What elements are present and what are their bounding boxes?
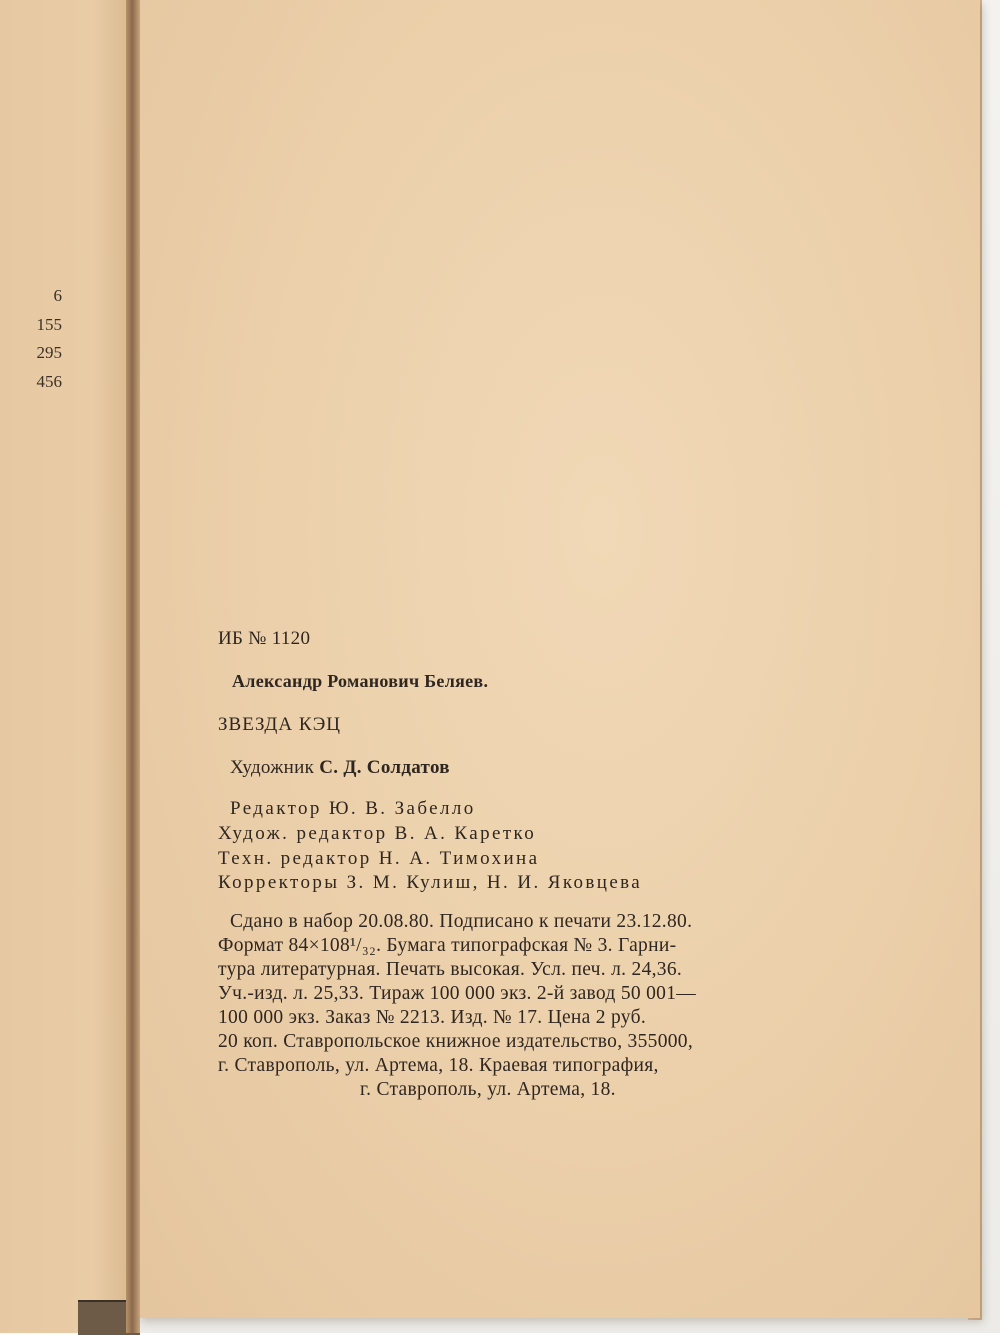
- toc-page-number: 295: [36, 343, 62, 362]
- imprint-line: г. Ставрополь, ул. Артема, 18. Краевая типография,: [218, 1055, 659, 1076]
- credit-line: Корректоры З. М. Кулиш, Н. И. Яковцева: [218, 872, 643, 893]
- toc-page-number: 155: [36, 314, 62, 334]
- imprint-line: 20 коп. Ставропольское книжное издательство, 355000,: [218, 1031, 694, 1052]
- book-gutter: [126, 0, 140, 1333]
- toc-page-number: 6: [53, 286, 62, 305]
- credit-line: Худож. редактор В. А. Каретко: [218, 823, 537, 844]
- right-page: [138, 0, 980, 1318]
- book-title: ЗВЕЗДА КЭЦ: [218, 714, 341, 735]
- imprint-line: Сдано в набор 20.08.80. Подписано к печати 23.12.80.: [230, 911, 693, 932]
- imprint-line: г. Ставрополь, ул. Артема, 18.: [360, 1079, 616, 1100]
- ib-number: ИБ № 1120: [218, 628, 311, 649]
- credit-line: Редактор Ю. В. Забелло: [230, 798, 476, 819]
- toc-page-number: 456: [36, 371, 62, 391]
- imprint-line: 100 000 экз. Заказ № 2213. Изд. № 17. Цена 2 руб.: [218, 1007, 646, 1028]
- illustrator-name: С. Д. Солдатов: [319, 757, 450, 778]
- illustrator-credit: [230, 757, 450, 779]
- credit-line: Техн. редактор Н. А. Тимохина: [218, 848, 540, 869]
- author-name: Александр Романович Беляев.: [232, 671, 489, 691]
- illustrator-label: Художник: [230, 757, 315, 778]
- imprint-line: Формат 84×108¹/₃₂. Бумага типографская № 3. Гарни-: [218, 935, 677, 956]
- toc-page-numbers: [20, 282, 62, 396]
- left-page: [0, 0, 132, 1333]
- imprint-line: тура литературная. Печать высокая. Усл. печ. л. 24,36.: [218, 959, 683, 980]
- imprint-line: Уч.-изд. л. 25,33. Тираж 100 000 экз. 2-й завод 50 001—: [218, 983, 697, 1004]
